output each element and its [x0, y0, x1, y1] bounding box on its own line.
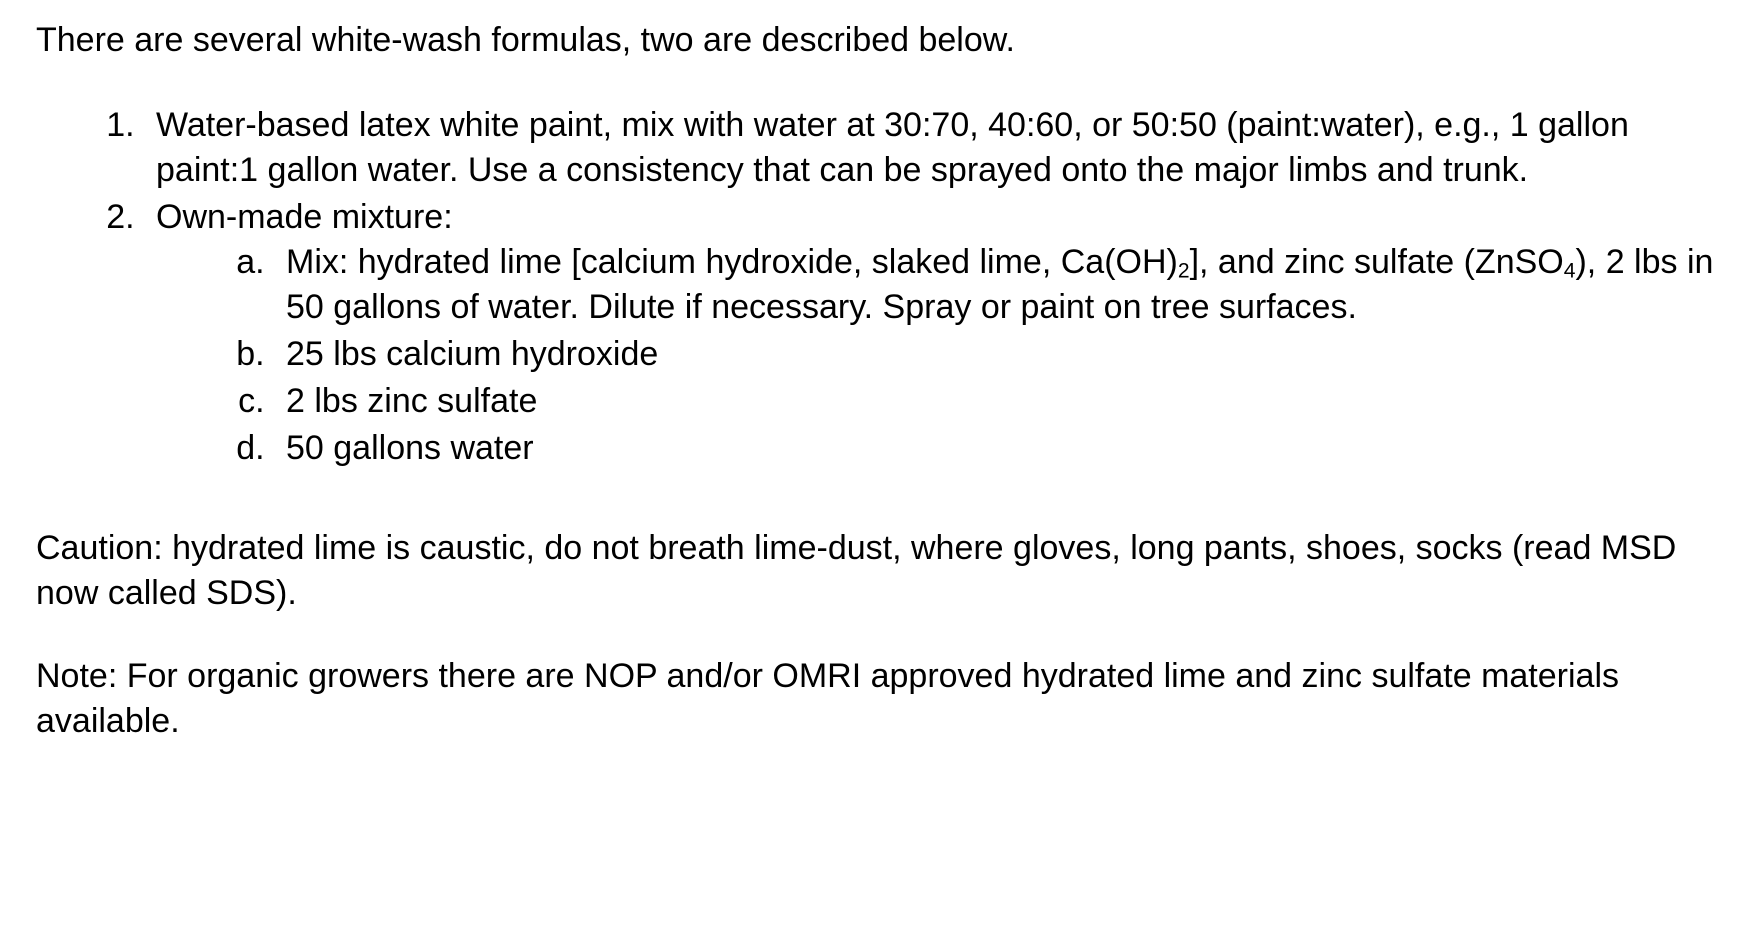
subscript-4: 4: [1563, 259, 1576, 283]
list-item-text: Water-based latex white paint, mix with water at 30:70, 40:60, or 50:50 (paint:water), e.g., 1 gallon paint:1 gallon water. Use a consistency that can be sprayed onto the major limbs and trunk.: [156, 105, 1629, 189]
sublist-item-text-before: Mix: hydrated lime [calcium hydroxide, slaked lime, Ca(OH): [286, 242, 1178, 281]
intro-paragraph: There are several white-wash formulas, two are described below.: [36, 21, 1015, 59]
list-item: [274, 426, 1726, 471]
mixture-sublist: [156, 240, 1726, 471]
formula-list: [36, 103, 1726, 471]
subscript-2: 2: [1177, 259, 1190, 283]
sublist-item-text: 25 lbs calcium hydroxide: [286, 334, 659, 373]
list-item-text: Own-made mixture:: [156, 197, 453, 236]
caution-paragraph: Caution: hydrated lime is caustic, do not breath lime-dust, where gloves, long pants, shoes, socks (read MSD now called SDS).: [36, 529, 1677, 613]
sublist-item-text: 2 lbs zinc sulfate: [286, 381, 538, 420]
note-paragraph: Note: For organic growers there are NOP and/or OMRI approved hydrated lime and zinc sulfate materials available.: [36, 657, 1619, 741]
list-item: [144, 195, 1726, 471]
list-item: [274, 379, 1726, 424]
sublist-item-text-after: ), 2 lbs in 50 gallons of water. Dilute if necessary. Spray or paint on tree surfaces.: [286, 242, 1714, 326]
list-item: [144, 103, 1726, 193]
sublist-item-text-middle: ], and zinc sulfate (ZnSO: [1189, 242, 1564, 281]
list-item: [274, 240, 1726, 330]
sublist-item-text: 50 gallons water: [286, 428, 534, 467]
list-item: [274, 332, 1726, 377]
